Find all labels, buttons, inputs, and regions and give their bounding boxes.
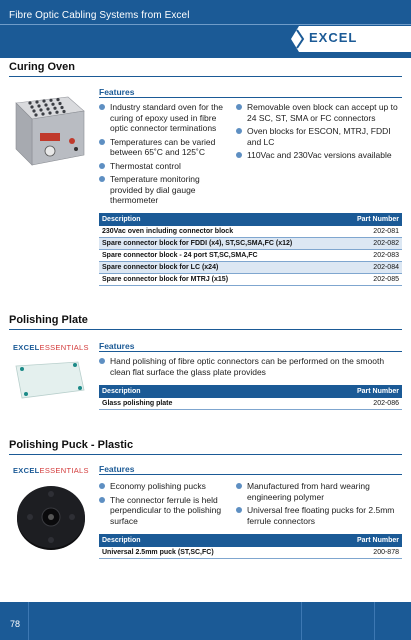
excel-essentials-logo: EXCELESSENTIALS — [13, 466, 89, 475]
features-label: Features — [99, 464, 135, 474]
table-row: Spare connector block for LC (x24) 202-084 — [99, 262, 402, 274]
section-divider — [9, 329, 402, 330]
list-item: 110Vac and 230Vac versions available — [236, 150, 402, 161]
excel-essentials-logo: EXCELESSENTIALS — [13, 343, 89, 352]
features-label: Features — [99, 87, 135, 97]
curing-oven-features-right — [236, 102, 402, 164]
header-title: Fibre Optic Cabling Systems from Excel — [9, 10, 190, 21]
bullet-icon — [99, 139, 105, 145]
list-item: Temperature monitoring provided by dial gauge thermometer — [99, 174, 230, 206]
header-divider — [0, 24, 411, 25]
table-row: Spare connector block for FDDI (x4), ST,SC,SMA,FC (x12) 202-082 — [99, 238, 402, 250]
table-row: Universal 2.5mm puck (ST,SC,FC) 200-878 — [99, 547, 402, 559]
bullet-icon — [236, 128, 242, 134]
bullet-icon — [236, 104, 242, 110]
curing-oven-features-left — [99, 102, 230, 209]
column-header-description: Description — [99, 385, 285, 398]
column-header-part-number: Part Number — [285, 385, 402, 398]
column-header-part-number: Part Number — [342, 213, 402, 226]
polishing-puck-features-right — [236, 481, 402, 529]
section-title-curing-oven: Curing Oven — [9, 61, 76, 73]
polishing-puck-features-left — [99, 481, 230, 529]
list-item: Hand polishing of fibre optic connectors can be performed on the smooth clean flat surface the glass plate provides — [99, 356, 402, 377]
list-item: Industry standard oven for the curing of epoxy used in fibre optic connector terminations — [99, 102, 230, 134]
polishing-plate-features — [99, 356, 402, 380]
bullet-icon — [99, 176, 105, 182]
bullet-icon — [236, 152, 242, 158]
list-item: Removable oven block can accept up to 24 SC, ST, SMA or FC connectors — [236, 102, 402, 123]
bullet-icon — [99, 483, 105, 489]
list-item: Oven blocks for ESCON, MTRJ, FDDI and LC — [236, 126, 402, 147]
section-divider — [9, 76, 402, 77]
curing-oven-parts-table — [99, 213, 402, 286]
table-row: Spare connector block - 24 port ST,SC,SMA,FC 202-083 — [99, 250, 402, 262]
list-item: Economy polishing pucks — [99, 481, 230, 492]
bullet-icon — [99, 163, 105, 169]
features-divider — [99, 97, 402, 98]
features-divider — [99, 351, 402, 352]
polishing-puck-image — [14, 480, 88, 554]
list-item: Universal free floating pucks for 2.5mm ferrule connectors — [236, 505, 402, 526]
excel-logo — [291, 26, 411, 52]
list-item: Manufactured from hard wearing engineering polymer — [236, 481, 402, 502]
footer-divider — [374, 602, 375, 640]
column-header-description: Description — [99, 534, 314, 547]
table-row: Spare connector block for MTRJ (x15) 202-085 — [99, 274, 402, 286]
table-row: 230Vac oven including connector block 202-081 — [99, 226, 402, 238]
table-row: Glass polishing plate 202-086 — [99, 398, 402, 410]
polishing-plate-parts-table — [99, 385, 402, 410]
bullet-icon — [236, 507, 242, 513]
features-divider — [99, 474, 402, 475]
bullet-icon — [99, 104, 105, 110]
bullet-icon — [236, 483, 242, 489]
footer-divider — [28, 602, 29, 640]
section-divider — [9, 454, 402, 455]
glass-plate-image — [12, 360, 86, 402]
curing-oven-image — [10, 93, 90, 175]
list-item: The connector ferrule is held perpendicular to the polishing surface — [99, 495, 230, 527]
section-title-polishing-puck: Polishing Puck - Plastic — [9, 439, 134, 451]
page-footer — [0, 602, 411, 640]
polishing-puck-parts-table — [99, 534, 402, 559]
column-header-part-number: Part Number — [314, 534, 402, 547]
list-item: Thermostat control — [99, 161, 230, 172]
section-title-polishing-plate: Polishing Plate — [9, 314, 88, 326]
logo-text: EXCEL — [309, 30, 358, 45]
footer-divider — [301, 602, 302, 640]
column-header-description: Description — [99, 213, 342, 226]
bullet-icon — [99, 358, 105, 364]
page-number: 78 — [10, 619, 21, 629]
features-label: Features — [99, 341, 135, 351]
list-item: Temperatures can be varied between 65˚C and 125˚C — [99, 137, 230, 158]
bullet-icon — [99, 497, 105, 503]
